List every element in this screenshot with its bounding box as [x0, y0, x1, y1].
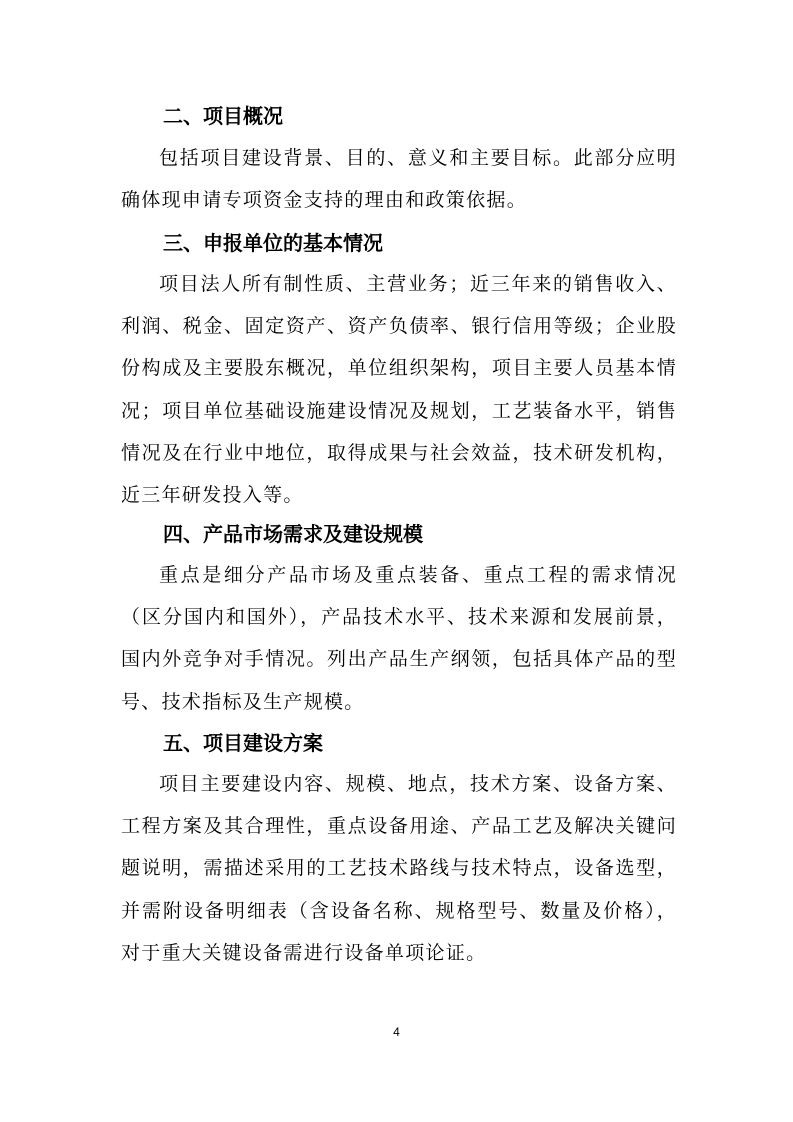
section-heading-construction-plan: 五、项目建设方案 — [163, 731, 323, 755]
section-body-project-overview: 包括项目建设背景、目的、意义和主要目标。此部分应明确体现申请专项资金支持的理由和政策依据。 — [121, 147, 677, 212]
page-number: 4 — [393, 1025, 400, 1039]
section-heading-applicant-info: 三、申报单位的基本情况 — [163, 231, 383, 255]
section-heading-market-demand: 四、产品市场需求及建设规模 — [163, 522, 423, 546]
section-body-market-demand: 重点是细分产品市场及重点装备、重点工程的需求情况（区分国内和国外），产品技术水平、技术来源和发展前景，国内外竞争对手情况。列出产品生产纲领，包括具体产品的型号、技术指标及生产规模。 — [121, 564, 677, 713]
section-body-construction-plan: 项目主要建设内容、规模、地点，技术方案、设备方案、工程方案及其合理性，重点设备用途、产品工艺及解决关键问题说明，需描述采用的工艺技术路线与技术特点，设备选型，并需附设备明细表（含设备名称、规格型号、数量及价格），对于重大关键设备需进行设备单项论证。 — [121, 773, 677, 964]
section-body-applicant-info: 项目法人所有制性质、主营业务；近三年来的销售收入、利润、税金、固定资产、资产负债率、银行信用等级；企业股份构成及主要股东概况，单位组织架构，项目主要人员基本情况；项目单位基础设施建设情况及规划，工艺装备水平，销售情况及在行业中地位，取得成果与社会效益，技术研发机构，近三年研发投入等。 — [121, 273, 677, 507]
section-heading-project-overview: 二、项目概况 — [163, 104, 283, 128]
